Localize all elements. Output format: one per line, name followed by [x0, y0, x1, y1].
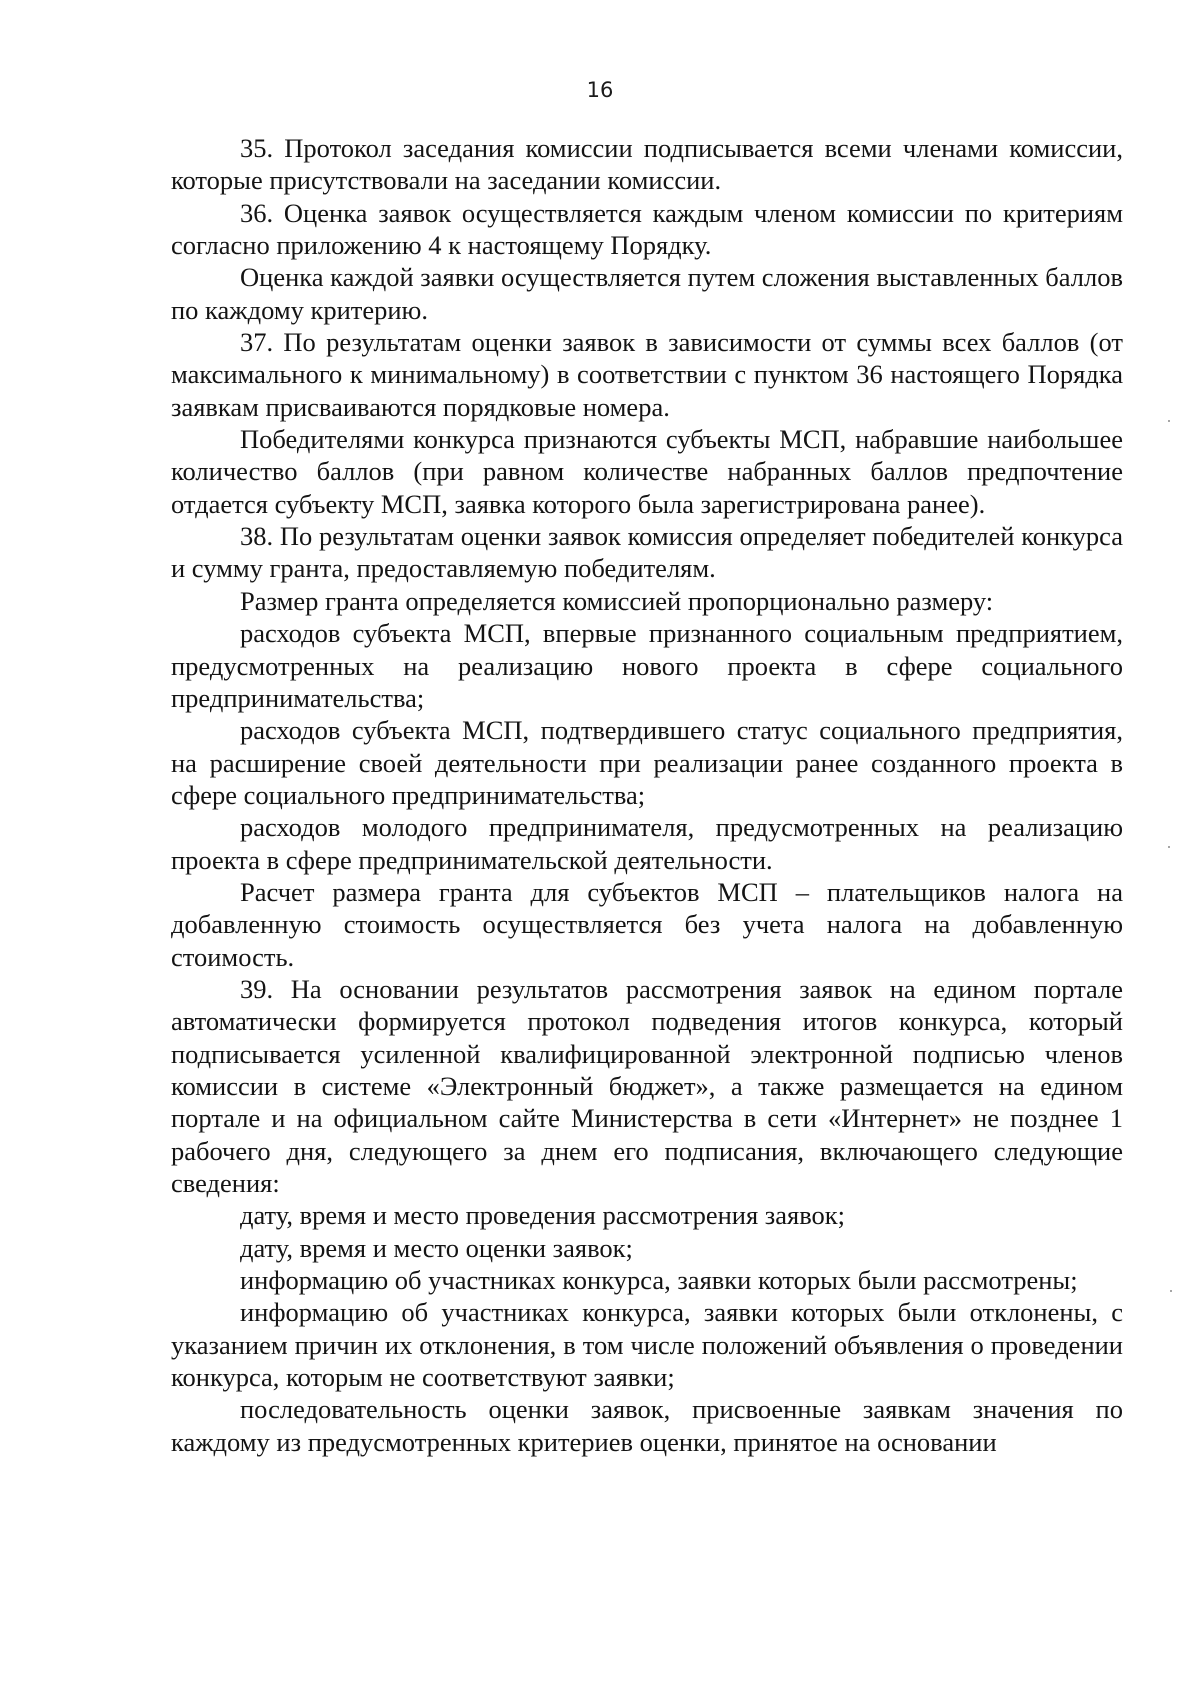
list-item-evaluation-sequence: последовательность оценки заявок, присвоенные заявкам значения по каждому из предусмотренных критериев оценки, принятое на основании	[171, 1394, 1123, 1457]
list-item-new-social-enterprise: расходов субъекта МСП, впервые признанного социальным предприятием, предусмотренных на реализацию нового проекта в сфере социального предпринимательства;	[171, 618, 1123, 713]
list-item-rejected-participants: информацию об участниках конкурса, заявки которых были отклонены, с указанием причин их отклонения, в том числе положений объявления о проведении конкурса, которым не соответствуют заявки;	[171, 1297, 1123, 1393]
list-item-evaluation-date: дату, время и место оценки заявок;	[240, 1232, 633, 1263]
document-body	[171, 132, 1123, 1458]
paragraph-36: 36. Оценка заявок осуществляется каждым членом комиссии по критериям согласно приложению 4 к настоящему Порядку.	[171, 197, 1123, 261]
list-item-review-date: дату, время и место проведения рассмотрения заявок;	[240, 1200, 846, 1231]
scan-speck	[1170, 1290, 1172, 1292]
paragraph-36-scoring: Оценка каждой заявки осуществляется путем сложения выставленных баллов по каждому критерию.	[171, 262, 1123, 325]
scan-speck	[1168, 420, 1170, 422]
paragraph-37-winners: Победителями конкурса признаются субъекты МСП, набравшие наибольшее количество баллов (при равном количестве набранных баллов предпочтение отдается субъекту МСП, заявка которого была зарегистрирована ранее).	[171, 424, 1123, 519]
paragraph-38: 38. По результатам оценки заявок комиссия определяет победителей конкурса и сумму гранта, предоставляемую победителям.	[171, 521, 1123, 584]
page-number: 16	[586, 78, 614, 102]
paragraph-37: 37. По результатам оценки заявок в зависимости от суммы всех баллов (от максимального к минимальному) в соответствии с пунктом 36 настоящего Порядка заявкам присваиваются порядковые номера.	[171, 327, 1123, 422]
list-item-young-entrepreneur: расходов молодого предпринимателя, предусмотренных на реализацию проекта в сфере предпринимательской деятельности.	[171, 812, 1123, 875]
paragraph-38-grant-size: Размер гранта определяется комиссией пропорционально размеру:	[240, 585, 994, 616]
list-item-reviewed-participants: информацию об участниках конкурса, заявки которых были рассмотрены;	[240, 1265, 1078, 1296]
paragraph-38-vat: Расчет размера гранта для субъектов МСП – плательщиков налога на добавленную стоимость осуществляется без учета налога на добавленную стоимость.	[171, 876, 1123, 972]
paragraph-39: 39. На основании результатов рассмотрения заявок на едином портале автоматически формируется протокол подведения итогов конкурса, который подписывается усиленной квалифицированной электронной подписью членов комиссии в системе «Электронный бюджет», а также размещается на едином портале и на официальном сайте Министерства в сети «Интернет» не позднее 1 рабочего дня, следующего за днем его подписания, включающего следующие сведения:	[171, 973, 1123, 1198]
paragraph-35: 35. Протокол заседания комиссии подписывается всеми членами комиссии, которые присутствовали на заседании комиссии.	[171, 133, 1123, 196]
list-item-confirmed-social-enterprise: расходов субъекта МСП, подтвердившего статус социального предприятия, на расширение своей деятельности при реализации ранее созданного проекта в сфере социального предпринимательства;	[171, 715, 1123, 810]
scan-speck	[1168, 846, 1170, 848]
